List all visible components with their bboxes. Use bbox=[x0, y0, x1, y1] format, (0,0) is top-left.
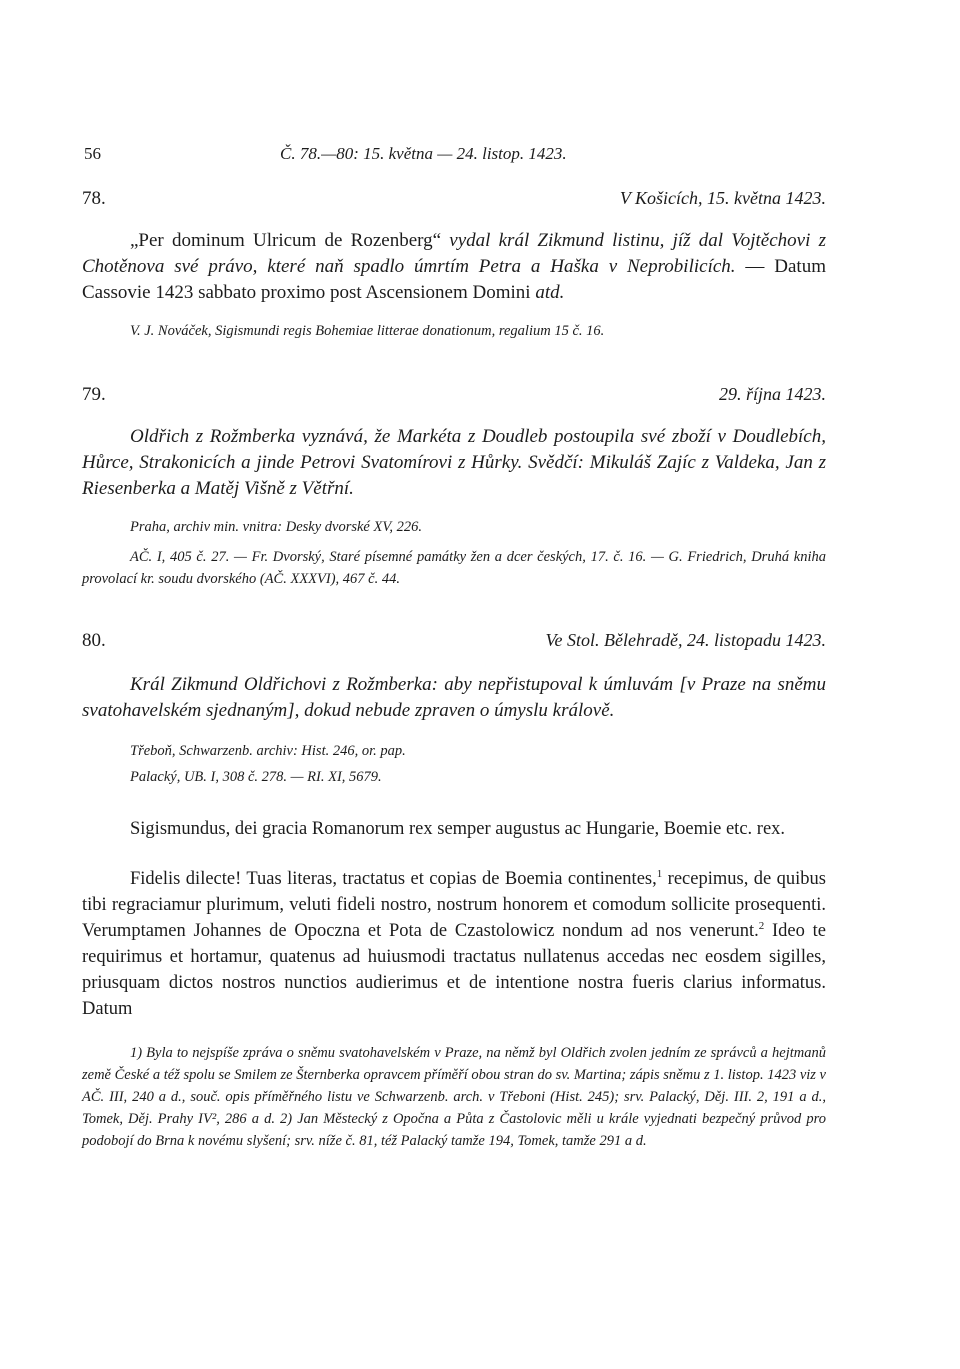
running-title: Č. 78.—80: 15. května — 24. listop. 1423. bbox=[280, 144, 567, 163]
entry-80-summary: Král Zikmund Oldřichovi z Rožmberka: aby nepřistupoval k úmluvám [v Praze na sněmu svatohavelském sjednaným], dokud nebude zpraven o úmyslu králově. bbox=[82, 674, 826, 721]
entry-78-reference: V. J. Nováček, Sigismundi regis Bohemiae litterae donationum, regalium 15 č. 16. bbox=[130, 323, 605, 339]
summary-text: vydal král Zikmund listinu, jíž dal Vojtěchovi z Chotěnova své právo, které naň spadlo úmrtím Petra a Haška v Neprobilicích. bbox=[82, 230, 826, 277]
entry-79-literature-ref: AČ. I, 405 č. 27. — Fr. Dvorský, Staré písemné památky žen a dcer českých, 17. č. 16. — G. Friedrich, Druhá kniha provolací kr. soudu dvorského (AČ. XXXVI), 467 č. 44. bbox=[82, 549, 826, 587]
letter-text: Ideo te requirimus et hortamur, quatenus ad huiusmodi tractatus nullatenus accedas nec eosdem sigilles, priusquam dictos nostros nunctios audierimus et de intentione nostra fueris clarius informatus. Datum bbox=[82, 921, 826, 1019]
entry-number: 79. bbox=[82, 384, 106, 405]
entry-80-heading bbox=[82, 630, 826, 656]
entry-79-heading bbox=[82, 384, 826, 410]
summary-end: atd. bbox=[530, 282, 565, 303]
letter-intitulatio: Sigismundus, dei gracia Romanorum rex semper augustus ac Hungarie, Boemie etc. rex. bbox=[130, 819, 786, 839]
letter-text: recepimus, de quibus tibi regraciamur plurimum, veluti fideli nostro, nostrum honorem et comodum sollicite prosequenti. Verumptamen Johannes de Opoczna et Pota de Czastolowicz nondum ad nos venerunt. bbox=[82, 869, 826, 941]
footnotes: 1) Byla to nejspíše zpráva o sněmu svatohavelském v Praze, na němž byl Oldřich zvolen jedním ze správců a hejtmanů země České a též spolu se Smilem ze Šternberka opravcem příměří obou stran do sv. Martina; zápis sněmu z 1. listop. 1423 viz v AČ. III, 240 a d., souč. opis příměřného listu ve Schwarzenb. arch. v Třeboni (Hist. 245); srv. Palacký, Děj. III. 2, 191 a d., Tomek, Děj. Prahy IV², 286 a d. 2) Jan Městecký z Opočna a Půta z Častolovic měli u krále vyjednati bezpečný průvod pro podobojí do Brna k novému slyšení; srv. níže č. 81, též Palacký tamže 194, Tomek, tamže 291 a d. bbox=[82, 1045, 826, 1149]
entry-78-heading bbox=[82, 188, 826, 214]
entry-number: 78. bbox=[82, 188, 106, 209]
entry-number: 80. bbox=[82, 630, 106, 651]
letter-body bbox=[82, 866, 826, 1022]
entry-80-literature-ref: Palacký, UB. I, 308 č. 278. — RI. XI, 5679. bbox=[130, 769, 382, 785]
entry-place-date: 29. října 1423. bbox=[718, 384, 826, 404]
entry-79-archive-ref: Praha, archiv min. vnitra: Desky dvorské XV, 226. bbox=[130, 519, 422, 535]
letter-text: Fidelis dilecte! Tuas literas, tractatus et copias de Boemia continentes, bbox=[130, 869, 657, 889]
entry-80-archive-ref: Třeboň, Schwarzenb. archiv: Hist. 246, or. pap. bbox=[130, 743, 406, 759]
entry-79-summary: Oldřich z Rožmberka vyznává, že Markéta z Doudleb postoupila své zboží v Doudlebích, Hůrce, Strakonicích a jinde Petrovi Svatomírovi z Hůrky. Svědčí: Mikuláš Zajíc z Valdeka, Jan z Riesenberka a Matěj Višně z Větřní. bbox=[82, 426, 826, 499]
entry-78-summary bbox=[82, 228, 826, 306]
footnote-marker: 1 bbox=[656, 867, 663, 880]
page-number: 56 bbox=[84, 144, 101, 163]
summary-quote: „Per dominum Ulricum de Rozenberg“ bbox=[130, 230, 442, 251]
entry-place-date: Ve Stol. Bělehradě, 24. listopadu 1423. bbox=[545, 630, 826, 650]
summary-datum: — Datum Cassovie 1423 sabbato proximo post Ascensionem Domini bbox=[82, 256, 826, 303]
entry-place-date: V Košicích, 15. května 1423. bbox=[619, 188, 826, 208]
footnote-marker: 2 bbox=[758, 919, 765, 932]
